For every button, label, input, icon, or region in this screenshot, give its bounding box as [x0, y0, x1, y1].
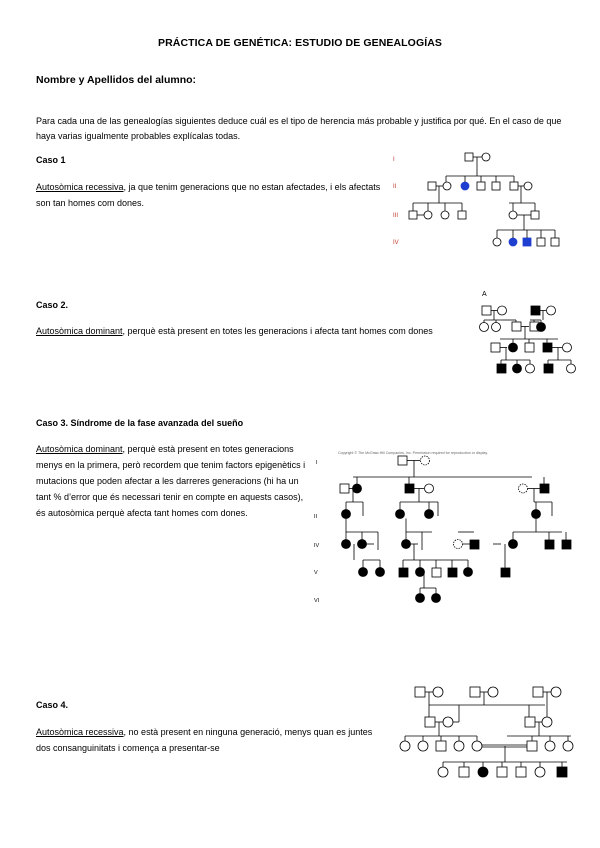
case-3-pedigree [308, 446, 588, 616]
case-1-pedigree [385, 145, 575, 255]
case-1-answer [36, 179, 381, 211]
case-1-gen-label: II [393, 184, 397, 190]
case-2-figure-label: A [482, 291, 487, 298]
case-2-justification: , perquè està present en totes les generacions i afecta tant homes com dones [122, 326, 433, 336]
case-4-heading: Caso 4. [36, 700, 69, 710]
case-4-pedigree [395, 680, 580, 780]
male-unaffected [428, 182, 436, 190]
case-2-inheritance-type: Autosòmica dominant [36, 326, 123, 336]
student-name-label: Nombre y Apellidos del alumno: [36, 74, 197, 86]
male-unaffected [531, 211, 539, 219]
case-3-gen-label: VI [314, 598, 320, 604]
case-2-heading: Caso 2. [36, 300, 69, 310]
case-1-gen-label: I [393, 157, 395, 163]
male-unaffected [551, 238, 559, 246]
case-3-inheritance-type: Autosòmica dominant [36, 444, 123, 454]
case-3-heading: Caso 3. Síndrome de la fase avanzada del sueño [36, 418, 244, 428]
case-4-inheritance-type: Autosòmica recessiva [36, 727, 124, 737]
female-unaffected [441, 211, 449, 219]
female-unaffected [509, 211, 517, 219]
female-affected [461, 182, 469, 190]
male-unaffected [409, 211, 417, 219]
case-1-heading: Caso 1 [36, 155, 66, 165]
male-unaffected [458, 211, 466, 219]
male-unaffected [477, 182, 485, 190]
case-2-pedigree [470, 284, 590, 384]
case-3-gen-label: V [314, 570, 318, 576]
case-3-justification: , perquè està present en totes generacions menys en la primera, però recordem que tenim factors epigenètics i mutacions que poden afectar a les darreres generacions (hi ha un tant % d’error que és necessari tenir en compte en aquests casos), és autosòmica perquè afecta tant homes com dones. [36, 444, 306, 518]
female-affected [509, 238, 517, 246]
female-unaffected [493, 238, 501, 246]
case-2-answer [36, 323, 456, 339]
male-unaffected [492, 182, 500, 190]
case-1-justification: , ja que tenim generacions que no estan afectades, i els afectats son tan homes com dones. [36, 182, 381, 208]
case-1-inheritance-type: Autosòmica recessiva [36, 182, 124, 192]
case-3-gen-label: IV [314, 543, 320, 549]
page-title: PRÁCTICA DE GENÉTICA: ESTUDIO DE GENEALOGÍAS [157, 37, 443, 49]
case-3-gen-label: II [314, 514, 318, 520]
male-unaffected [537, 238, 545, 246]
case-3-gen-label: I [316, 460, 318, 466]
case-4-answer [36, 724, 386, 756]
male-unaffected [465, 153, 473, 161]
male-unaffected [510, 182, 518, 190]
male-affected [523, 238, 531, 246]
female-unaffected [443, 182, 451, 190]
case-1-gen-label: IV [393, 240, 399, 246]
case-3-answer [36, 441, 314, 521]
case-4-justification: , no està present en ninguna generació, menys quan es juntes dos consanguinitats i comença a presentar-se [36, 727, 373, 753]
female-unaffected [524, 182, 532, 190]
instructions: Para cada una de las genealogías siguientes deduce cuál es el tipo de herencia más probable y justifica por qué. En el caso de que haya varias igualmente probables explícalas todas. [36, 116, 562, 141]
female-unaffected [424, 211, 432, 219]
case-3-copyright: Copyright © The McGraw-Hill Companies, Inc. Permission required for reproduction or display. [338, 451, 488, 455]
case-1-gen-label: III [393, 213, 399, 219]
female-unaffected [482, 153, 490, 161]
